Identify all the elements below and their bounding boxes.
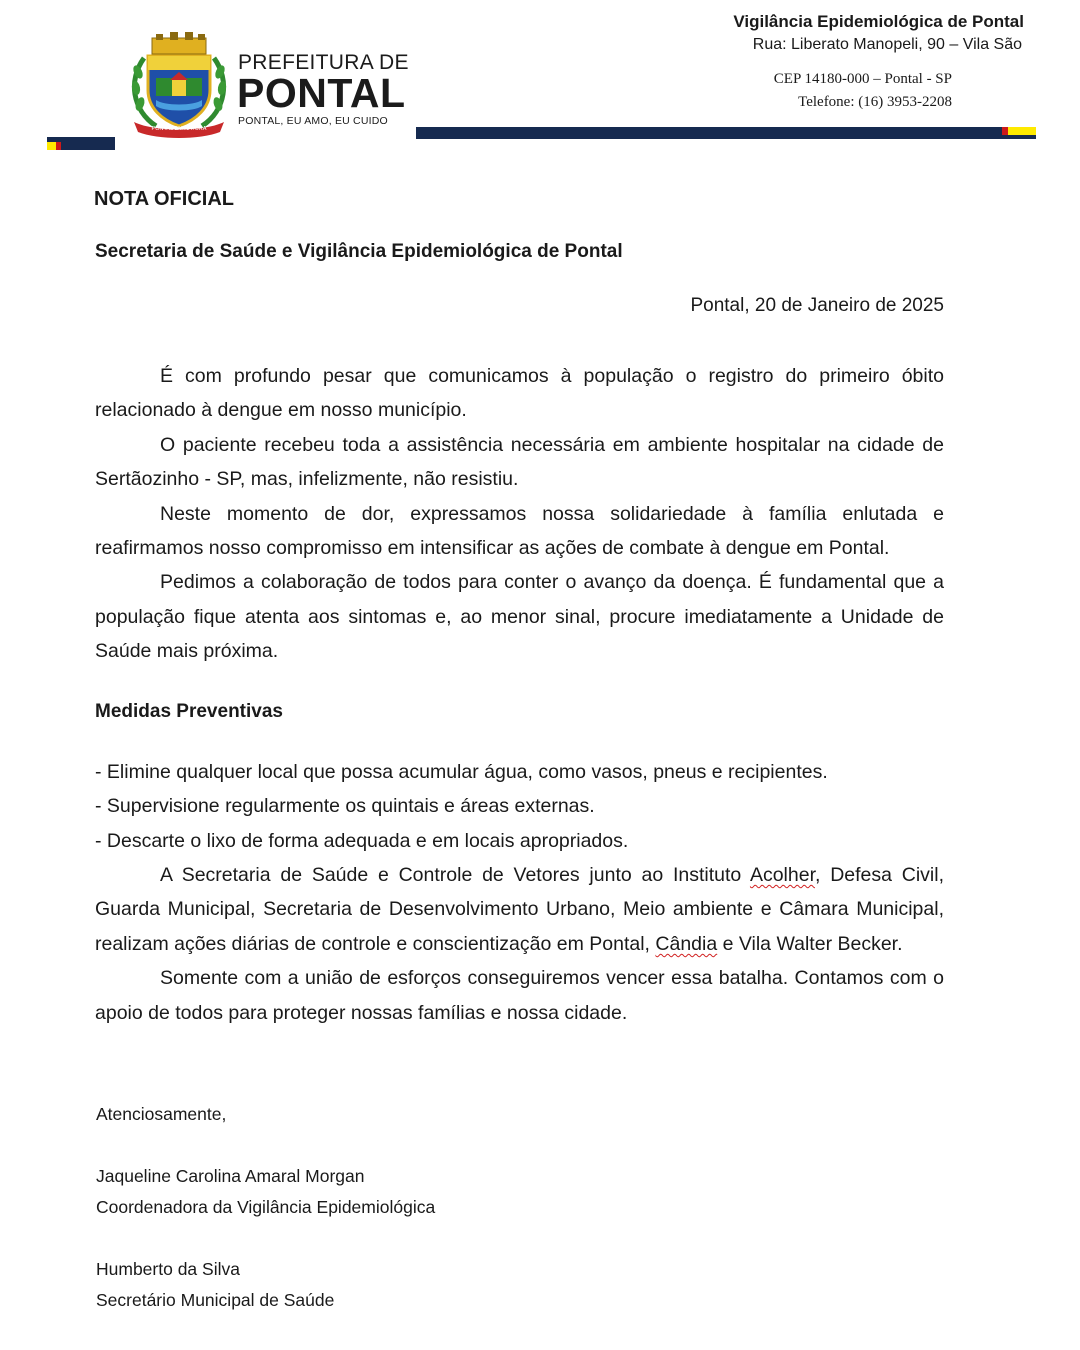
header-org-name: Vigilância Epidemiológica de Pontal — [733, 12, 1024, 31]
list-item: - Descarte o lixo de forma adequada e em locais apropriados. — [95, 829, 629, 852]
section-title: Medidas Preventivas — [95, 701, 283, 722]
logo-line-1: PREFEITURA DE — [238, 51, 409, 74]
document-subtitle: Secretaria de Saúde e Vigilância Epidemiológica de Pontal — [95, 241, 623, 262]
body-paragraphs — [95, 359, 944, 669]
paragraph-1: É com profundo pesar que comunicamos à população o registro do primeiro óbito relacionado à dengue em nosso município. — [95, 365, 944, 422]
paragraph-4: Pedimos a colaboração de todos para conter o avanço da doença. É fundamental que a população fique atenta aos sintomas e, ao menor sinal, procure imediatamente a Unidade de Saúde mais próxima. — [95, 571, 944, 663]
paragraph-5-part-2: , Defesa Civil, Guarda Municipal, Secretaria de Desenvolvimento Urbano, Meio ambiente e Câmara Municipal, realizam ações diárias de controle e conscientização em Pontal, — [95, 864, 944, 955]
header-phone: Telefone: (16) 3953-2208 — [798, 94, 952, 110]
signatory-2-role: Secretário Municipal de Saúde — [96, 1290, 335, 1310]
header-address: Rua: Liberato Manopeli, 90 – Vila São — [752, 36, 1022, 53]
logo-slogan: PONTAL, EU AMO, EU CUIDO — [238, 115, 388, 127]
spellcheck-word-acolher: Acolher — [749, 864, 815, 886]
body-paragraphs-2 — [95, 858, 944, 1030]
logo-line-2: PONTAL — [237, 70, 406, 116]
paragraph-2: O paciente recebeu toda a assistência necessária em ambiente hospitalar na cidade de Sertãozinho - SP, mas, infelizmente, não resistiu. — [95, 433, 944, 491]
crest-ribbon-text: PONTAL EM NATURA — [151, 126, 207, 132]
paragraph-5-part-1: A Secretaria de Saúde e Controle de Vetores junto ao Instituto — [160, 864, 750, 886]
closing: Atenciosamente, — [96, 1104, 227, 1124]
header-band-right — [416, 127, 1036, 139]
document-title: NOTA OFICIAL — [94, 188, 234, 210]
header-band-left — [47, 137, 115, 150]
paragraph-3: Neste momento de dor, expressamos nossa solidariedade à família enlutada e reafirmamos nosso compromisso em intensificar as ações de combate à dengue em Pontal. — [95, 502, 944, 560]
signatory-2-name: Humberto da Silva — [96, 1259, 240, 1279]
signatory-1-name: Jaqueline Carolina Amaral Morgan — [96, 1166, 365, 1186]
paragraph-5-part-3: e Vila Walter Becker. — [717, 932, 903, 955]
spellcheck-word-candia: Cândia — [655, 932, 718, 955]
list-item: - Supervisione regularmente os quintais e áreas externas. — [95, 795, 595, 818]
document-date: Pontal, 20 de Janeiro de 2025 — [690, 295, 944, 316]
signatory-1-role: Coordenadora da Vigilância Epidemiológica — [96, 1197, 436, 1217]
list-item: - Elimine qualquer local que possa acumular água, como vasos, pneus e recipientes. — [95, 761, 828, 783]
preventive-list — [95, 755, 828, 858]
municipal-crest-icon — [126, 30, 232, 140]
paragraph-5 — [95, 858, 944, 961]
paragraph-6: Somente com a união de esforços conseguiremos vencer essa batalha. Contamos com o apoio de todos para proteger nossas famílias e nossa cidade. — [95, 967, 944, 1024]
header-cep: CEP 14180-000 – Pontal - SP — [773, 71, 952, 87]
